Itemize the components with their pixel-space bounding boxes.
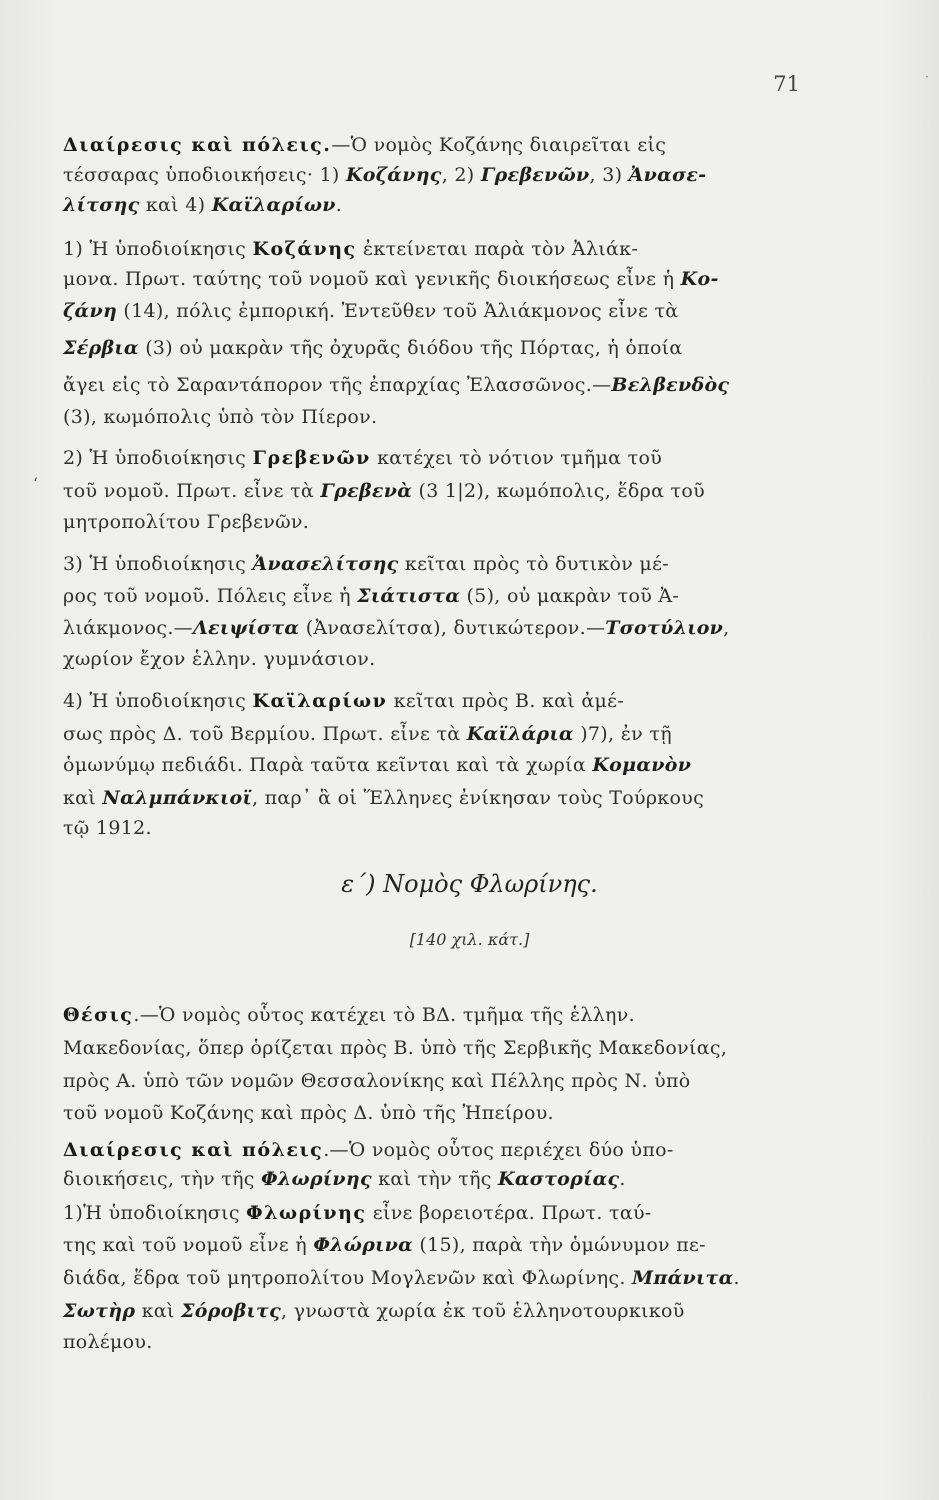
text-run: .—Ὁ νομὸς οὗτος κατέχει τὸ ΒΔ. τμῆμα τῆς ἑλλην. [133, 1004, 635, 1026]
text-line [63, 1033, 823, 1063]
text-line [63, 1263, 823, 1293]
italic-term: Τσοτύλιον [605, 617, 724, 639]
spaced-bold-term: Κοζάνης [252, 238, 357, 260]
text-line [63, 190, 823, 220]
text-run: καὶ [63, 787, 103, 809]
text-run: . [619, 1168, 626, 1190]
text-run: . [335, 194, 343, 216]
italic-term: Κοζάνης [345, 164, 442, 186]
text-run: (3 1|2), κωμόπολις, ἕδρα τοῦ [412, 480, 705, 502]
text-line [63, 1327, 823, 1357]
text-line [63, 402, 823, 432]
text-line [63, 234, 823, 264]
text-run: )7), ἐν τῇ [573, 723, 672, 745]
text-run: μητροπολίτου Γρεβενῶν. [63, 511, 310, 533]
text-line [63, 1198, 823, 1228]
italic-term: Καϊλαρίων [211, 194, 336, 216]
text-run: , 2) [441, 164, 481, 186]
page-number: 71 [773, 72, 800, 96]
text-run: μονα. Πρωτ. ταύτης τοῦ νομοῦ καὶ γενικῆς διοικήσεως εἶνε ἡ [63, 268, 681, 290]
text-line [63, 783, 823, 813]
text-line [63, 443, 823, 473]
italic-term: Μπάνιτα [632, 1267, 734, 1289]
text-run: καὶ [135, 1300, 181, 1322]
text-run: , γνωστὰ χωρία ἐκ τοῦ ἑλληνοτουρκικοῦ [280, 1300, 685, 1322]
text-line [63, 130, 823, 160]
italic-term: Ἀνασε- [628, 164, 707, 186]
text-run: τοῦ νομοῦ Κοζάνης καὶ πρὸς Δ. ὑπὸ τῆς Ἠπείρου. [63, 1102, 554, 1124]
text-line [63, 644, 823, 674]
text-line [63, 1135, 823, 1165]
text-run: τέσσαρας ὑποδιοικήσεις· 1) [63, 164, 346, 186]
text-run: ὁμωνύμῳ πεδιάδι. Παρὰ ταῦτα κεῖνται καὶ τὰ χωρία [63, 754, 593, 776]
italic-term: Φλωρίνης [261, 1168, 372, 1190]
text-run: καὶ 4) [139, 194, 212, 216]
text-run: 1)Ἡ ὑποδιοίκησις [63, 1202, 247, 1224]
text-run: (15), παρὰ τὴν ὁμώνυμον πε- [413, 1234, 706, 1256]
text-line [63, 476, 823, 506]
margin-mark: ʻ [33, 474, 39, 493]
text-run: (3), κωμόπολις ὑπὸ τὸν Πίερον. [63, 406, 378, 428]
text-run: λιάκμονος.— [63, 617, 193, 639]
italic-term: Γρεβενὰ [320, 480, 413, 502]
text-run: (3) οὐ μακρὰν τῆς ὀχυρᾶς διόδου τῆς Πόρτας, ἡ ὁποία [138, 337, 683, 359]
italic-term: Φλώρινα [313, 1234, 414, 1256]
text-run: ρος τοῦ νομοῦ. Πόλεις εἶνε ἡ [63, 585, 358, 607]
italic-term: Κο- [680, 268, 719, 290]
section-heading: ε΄) Νομὸς Φλωρίνης. [341, 870, 598, 898]
text-run: . [733, 1267, 740, 1289]
text-run: (14), πόλις ἐμπορική. Ἐντεῦθεν τοῦ Ἀλιάκμονος εἶνε τὰ [117, 300, 679, 322]
italic-term: Καστορίας [498, 1168, 620, 1190]
section-subheading: [140 χιλ. κάτ.] [409, 930, 530, 949]
text-run: καὶ τὴν τῆς [371, 1168, 499, 1190]
text-run: —Ὁ νομὸς Κοζάνης διαιρεῖται εἰς [331, 134, 667, 156]
text-line [63, 333, 823, 363]
spaced-bold-term: Θέσις [63, 1004, 134, 1026]
text-line [63, 1230, 823, 1260]
text-run: 2) Ἡ ὑποδιοίκησις [63, 447, 253, 469]
text-run: 4) Ἡ ὑποδιοίκησις [63, 690, 253, 712]
text-run: χωρίον ἔχον ἑλλην. γυμνάσιον. [63, 648, 376, 670]
text-run: 3) Ἡ ὑποδιοίκησις [63, 553, 253, 575]
text-run: , [723, 617, 730, 639]
text-line [63, 1098, 823, 1128]
text-run: τοῦ νομοῦ. Πρωτ. εἶνε τὰ [63, 480, 321, 502]
text-line [63, 813, 823, 843]
text-line [63, 160, 823, 190]
text-line [63, 581, 823, 611]
text-line [63, 507, 823, 537]
text-run: διοικήσεις, τὴν τῆς [63, 1168, 262, 1190]
text-run: (5), οὐ μακρὰν τοῦ Ἀ- [460, 585, 680, 607]
italic-term: Σόροβιτς [181, 1300, 281, 1322]
italic-term: λίτσης [63, 194, 140, 216]
spaced-bold-term: Γρεβενῶν [252, 447, 371, 469]
text-run: κεῖται πρὸς τὸ δυτικὸν μέ- [398, 553, 669, 575]
text-run: (Ἀνασελίτσα), δυτικώτερον.— [299, 617, 606, 639]
text-line [63, 686, 823, 716]
text-run: τῷ 1912. [63, 817, 152, 839]
text-run: Μακεδονίας, ὅπερ ὁρίζεται πρὸς Β. ὑπὸ τῆς Σερβικῆς Μακεδονίας, [63, 1037, 728, 1059]
italic-term: Κομανὸν [592, 754, 692, 776]
text-line [63, 370, 823, 400]
italic-term: Σιάτιστα [357, 585, 461, 607]
text-line [63, 1000, 823, 1030]
text-run: εἶνε βορειοτέρα. Πρωτ. ταύ- [366, 1202, 652, 1224]
text-line [63, 750, 823, 780]
italic-term: Σέρβια [63, 337, 139, 359]
text-line [63, 264, 823, 294]
text-line [63, 1066, 823, 1096]
spaced-bold-term: Διαίρεσις καὶ πόλεις. [63, 134, 332, 156]
italic-term: ζάνη [63, 300, 118, 322]
text-line [63, 549, 823, 579]
text-run: σως πρὸς Δ. τοῦ Βερμίου. Πρωτ. εἶνε τὰ [63, 723, 467, 745]
spaced-bold-term: Καϊλαρίων [252, 690, 388, 712]
text-run: .—Ὁ νομὸς οὗτος περιέχει δύο ὑπο- [323, 1139, 674, 1161]
text-run: πρὸς Α. ὑπὸ τῶν νομῶν Θεσσαλονίκης καὶ Πέλλης πρὸς Ν. ὑπὸ [63, 1070, 691, 1092]
italic-term: Ἀνασελίτσης [252, 553, 399, 575]
text-run: 1) Ἡ ὑποδιοίκησις [63, 238, 253, 260]
text-run: ἐκτείνεται παρὰ τὸν Ἀλιάκ- [356, 238, 639, 260]
text-run: πολέμου. [63, 1331, 153, 1353]
italic-term: Σωτὴρ [63, 1300, 136, 1322]
text-run: της καὶ τοῦ νομοῦ εἶνε ἡ [63, 1234, 314, 1256]
text-line [63, 719, 823, 749]
text-line [63, 1296, 823, 1326]
text-run: , παρ᾿ ἃ οἱ Ἕλληνες ἐνίκησαν τοὺς Τούρκους [251, 787, 705, 809]
italic-term: Βελβενδὸς [611, 374, 730, 396]
spaced-bold-term: Διαίρεσις καὶ πόλεις [63, 1139, 324, 1161]
italic-term: Λειψίστα [192, 617, 300, 639]
italic-term: Γρεβενῶν [480, 164, 590, 186]
text-run: διάδα, ἕδρα τοῦ μητροπολίτου Μογλενῶν καὶ Φλωρίνης. [63, 1267, 633, 1289]
corner-mark: · [925, 70, 929, 84]
italic-term: Ναλμπάνκιοϊ [102, 787, 252, 809]
text-line [63, 613, 823, 643]
text-run: κατέχει τὸ νότιον τμῆμα τοῦ [370, 447, 663, 469]
text-run: ἄγει εἰς τὸ Σαραντάπορον τῆς ἐπαρχίας Ἐλασσῶνος.— [63, 374, 612, 396]
text-run: κεῖται πρὸς Β. καὶ ἀμέ- [387, 690, 625, 712]
spaced-bold-term: Φλωρίνης [246, 1202, 367, 1224]
text-line [63, 1164, 823, 1194]
italic-term: Καϊλάρια [466, 723, 574, 745]
text-line [63, 296, 823, 326]
text-run: , 3) [589, 164, 629, 186]
